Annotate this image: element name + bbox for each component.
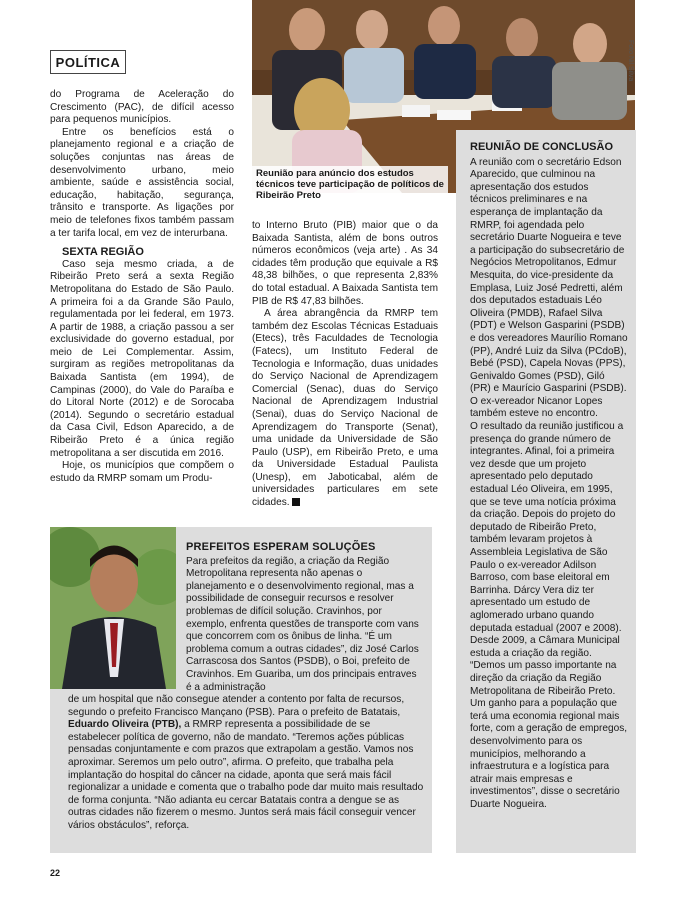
mayors-box-text: Para prefeitos da região, a criação da Região Metropolitana representa não apenas o planejamento e o desenvolvimento regional, mas a possibilidade de conseguir recursos e resolver problemas de difícil solução. Cravinhos, por exemplo, enfrenta questões de transporte com vans que concorrem com os ônibus de linha. “É um problema comum a outras cidades”, diz José Carlos Carrascosa dos Santos (PSDB), o Boi, prefeito de Cravinhos. Em Guariba, um dos principais entraves é a administração	[186, 555, 419, 693]
sidebar-content	[470, 141, 628, 811]
end-of-article-mark: T	[292, 498, 300, 506]
portrait-illustration	[50, 527, 176, 689]
col1-paragraph: Caso seja mesmo criada, a de Ribeirão Preto será a sexta Região Metropolitana do Estado de São Paulo. A primeira foi a da Grande São Paulo, regulamentada por lei federal, em 1973. A partir de 1988, a criação passou a ser exclusividade do governo estadual, por meio de Lei Complementar. Assim, surgiram as regiões metropolitanas da Baixada Santista (em 1994), de Campinas (2000), do Vale do Paraíba e do Litoral Norte (2012) e de Sorocaba (2014). Segundo o secretário estadual da Casa Civil, Edson Aparecido, a de Ribeirão Preto é a única região metropolitana a ser discutida em 2016.	[50, 258, 234, 459]
sidebar-paragraph: “Demos um passo importante na direção da criação da Região Metropolitana de Ribeirão Preto. Um ganho para a população que terá uma economia regional mais forte, com a geração de empregos, desenvolvimento para os municípios, melhorando a infraestrutura e a logística para atrair mais empresas e investimentos”, disse o secretário Duarte Nogueira.	[470, 660, 628, 810]
mayors-box-title: PREFEITOS ESPERAM SOLUÇÕES	[186, 541, 376, 553]
mayors-box-text: de um hospital que não consegue atender a contento por falta de recursos, segundo o prefeito Francisco Mançano (PSB). Para o prefeito de Batatais,	[68, 694, 405, 718]
mayors-box-text: a RMRP representa a possibilidade de se estabelecer política de governo, não de mandato. “Teremos ações públicas pensadas conjuntamente e com prazos que extrapolam a gestão. Vamos nos aproximar. Seremos um pelo outro”, afirma. O prefeito, que trabalha pela implantação do hospital do câncer na cidade, aponta que será mais fácil regionalizar a unidade e comenta que o trabalho pode dar muito mais resultado de forma conjunta. “Não adianta eu cercar Batatais contra a dengue se as outras cidades não fizerem o mesmo. Juntos será mais fácil conseguir vencer vários obstáculos”, reforça.	[68, 719, 424, 831]
photo-caption: Reunião para anúncio dos estudos técnicos teve participação de políticos de Ribeirão Preto	[252, 166, 448, 193]
sidebar-title: REUNIÃO DE CONCLUSÃO	[470, 141, 614, 153]
col2-paragraph	[252, 308, 438, 510]
col1-paragraph: Entre os benefícios está o planejamento regional e a criação de soluções conjuntas nas áreas de desenvolvimento urbano, meio ambiente, saúde e assistência social, educação, habitação, segurança, trânsito e transporte. As ligações por meio de telefones fixos também passam a ter tarifa local, em vez de interurbana.	[50, 126, 234, 239]
page-number: 22	[50, 868, 61, 878]
col1-paragraph: do Programa de Aceleração do Crescimento (PAC), de difícil acesso para pequenos municípios.	[50, 89, 234, 126]
mayors-box-lower	[68, 694, 424, 833]
sidebar-paragraph: O resultado da reunião justificou a presença do grande número de integrantes. Afinal, foi a primeira vez desde que um projeto apresentado pelo deputado estadual Léo Oliveira, em 1995, que se teve uma notícia próxima da criação. Depois do projeto do deputado de Ribeirão Preto, também levaram projetos à Assembleia Legislativa de São Paulo o ex-vereador Adilson Barroso, com base eleitoral em Barrinha. Dárcy Vera diz ter apresentado um estudo de aglomerado urbano quando deputada estadual (2007 e 2008). Desde 2009, a Câmara Municipal estuda a criação da região.	[470, 421, 624, 659]
section-label: POLÍTICA	[50, 50, 126, 74]
sidebar-paragraph: A reunião com o secretário Edson Aparecido, que culminou na apresentação dos estudos técnicos preliminares e na esperança de implantação da RMRP, foi agendada pelo secretário Duarte Nogueira e teve a participação do subsecretário de Negócios Metropolitanos, Edmur Mesquita, do vice-presidente da Emplasa, Luiz José Pedretti, além dos deputados estaduais Léo Oliveira (PMDB), Rafael Silva (PDT) e Welson Gasparini (PSDB) e dos vereadores Maurílio Romano (PP), André Luiz da Silva (PCdoB), Bebé (PSD), Capela Novas (PPS), Genivaldo Gomes (PSD), Giló (PR) e Maurício Gasparini (PSDB). O ex-vereador Nicanor Lopes também esteve no encontro.	[470, 156, 628, 420]
subheading-sexta-regiao: SEXTA REGIÃO	[62, 246, 144, 259]
photo-credit: Foto Nil Silva	[627, 40, 634, 82]
mayors-box-bold-name: Eduardo Oliveira (PTB),	[68, 719, 182, 731]
mayor-portrait	[50, 527, 176, 689]
column-two	[252, 220, 438, 510]
mayors-box-upper	[186, 541, 424, 694]
col2-paragraph: to Interno Bruto (PIB) maior que o da Baixada Santista, além de bons outros números econômicos (veja arte) . As 34 cidades têm produção que equivale a R$ 48,38 bilhões, o que representa 2,83% do total estadual. A Baixada Santista tem PIB de R$ 47,83 bilhões.	[252, 220, 438, 307]
col2-text: A área abrangência da RMRP tem também dez Escolas Técnicas Estaduais (Etecs), três Faculdades de Tecnologia (Fatecs), um Instituto Federal de Tecnologia e Informação, duas unidades do Serviço Nacional de Aprendizagem Comercial (Senac), duas do Serviço Nacional de Aprendizagem Industrial (Senai), duas do Serviço Nacional de Aprendizagem do Transporte (Senat), uma unidade da Universidade de São Paulo (USP), em Ribeirão Preto, e uma da Universidade Estadual Paulista (Unesp), em Jaboticabal, além de universidades particulares em sete cidades.	[252, 308, 438, 509]
col1-paragraph: Hoje, os municípios que compõem o estudo da RMRP somam um Produ-	[50, 460, 234, 484]
column-one	[50, 89, 234, 485]
